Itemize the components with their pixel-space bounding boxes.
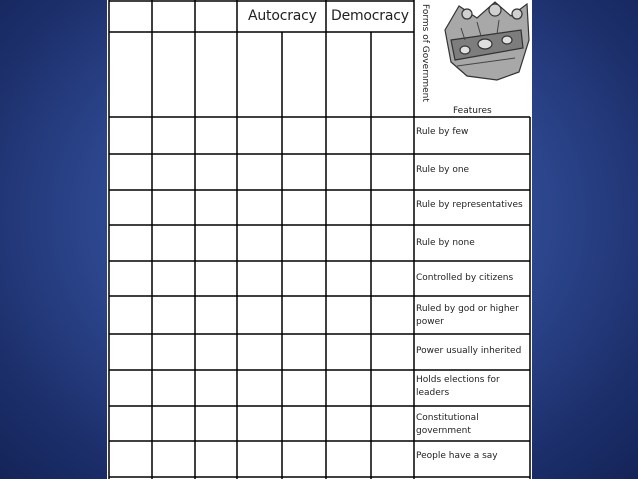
feature-power-usually-inherited: Power usually inherited	[416, 346, 522, 356]
crown-icon	[437, 0, 532, 82]
autocracy-header: Autocracy	[248, 8, 317, 24]
feature-controlled-by-citizens: Controlled by citizens	[416, 273, 514, 283]
worksheet	[107, 0, 532, 479]
feature-constitutional-government: Constitutional government	[416, 413, 479, 436]
feature-rule-by-none: Rule by none	[416, 238, 475, 248]
forms-of-government-label: Forms of Government	[420, 4, 430, 102]
feature-rule-by-few: Rule by few	[416, 127, 469, 137]
feature-people-have-a-say: People have a say	[416, 451, 498, 461]
features-label: Features	[453, 106, 492, 116]
feature-holds-elections: Holds elections for leaders	[416, 375, 500, 398]
feature-rule-by-one: Rule by one	[416, 165, 470, 175]
feature-rule-by-representatives: Rule by representatives	[416, 200, 523, 210]
democracy-header: Democracy	[331, 8, 409, 24]
feature-ruled-by-god: Ruled by god or higher power	[416, 304, 519, 327]
